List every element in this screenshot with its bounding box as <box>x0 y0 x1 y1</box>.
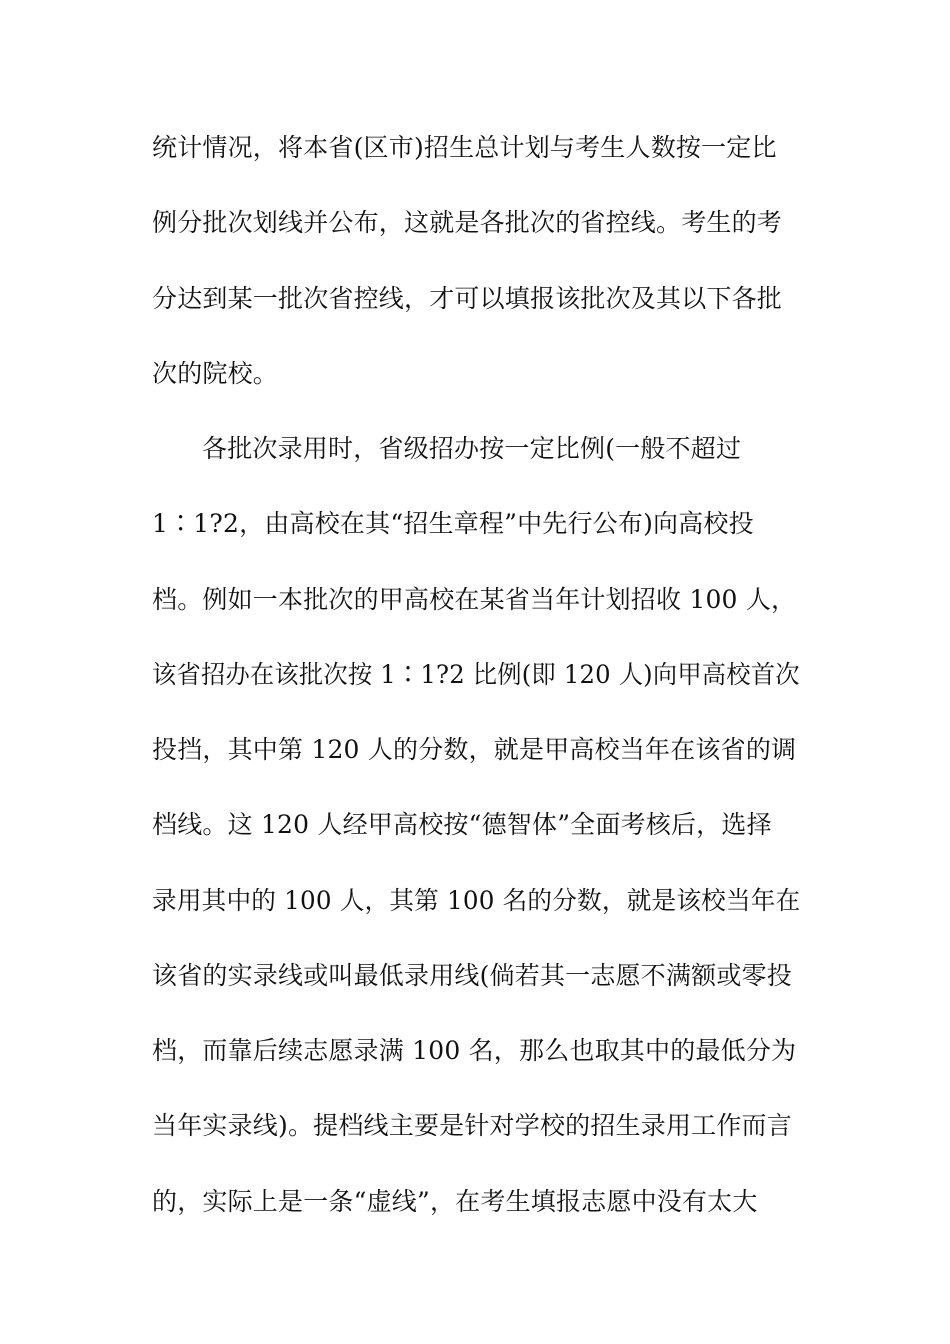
text-line: 该省招办在该批次按 1∶1?2 比例(即 120 人)向甲高校首次 <box>152 660 800 689</box>
text-line: 1∶1?2，由高校在其“招生章程”中先行公布)向高校投 <box>152 509 754 538</box>
paragraph-first-line: 各批次录用时，省级招办按一定比例(一般不超过 <box>202 434 742 463</box>
text-line: 分达到某一批次省控线，才可以填报该批次及其以下各批 <box>152 284 783 313</box>
text-line: 投挡，其中第 120 人的分数，就是甲高校当年在该省的调 <box>152 735 797 764</box>
text-line: 该省的实录线或叫最低录用线(倘若其一志愿不满额或零投 <box>152 961 792 990</box>
text-line: 录用其中的 100 人，其第 100 名的分数，就是该校当年在 <box>152 886 801 915</box>
text-line: 统计情况，将本省(区市)招生总计划与考生人数按一定比 <box>152 133 777 162</box>
text-line: 的，实际上是一条“虚线”，在考生填报志愿中没有太大 <box>152 1187 758 1216</box>
text-line: 档。例如一本批次的甲高校在某省当年计划招收 100 人， <box>152 585 797 614</box>
text-line: 档，而靠后续志愿录满 100 名，那么也取其中的最低分为 <box>152 1036 797 1065</box>
text-line: 次的院校。 <box>152 359 279 388</box>
text-line: 例分批次划线并公布，这就是各批次的省控线。考生的考 <box>152 208 783 237</box>
text-line: 档线。这 120 人经甲高校按“德智体”全面考核后，选择 <box>152 810 772 839</box>
text-line: 当年实录线)。提档线主要是针对学校的招生录用工作而言 <box>152 1111 792 1140</box>
